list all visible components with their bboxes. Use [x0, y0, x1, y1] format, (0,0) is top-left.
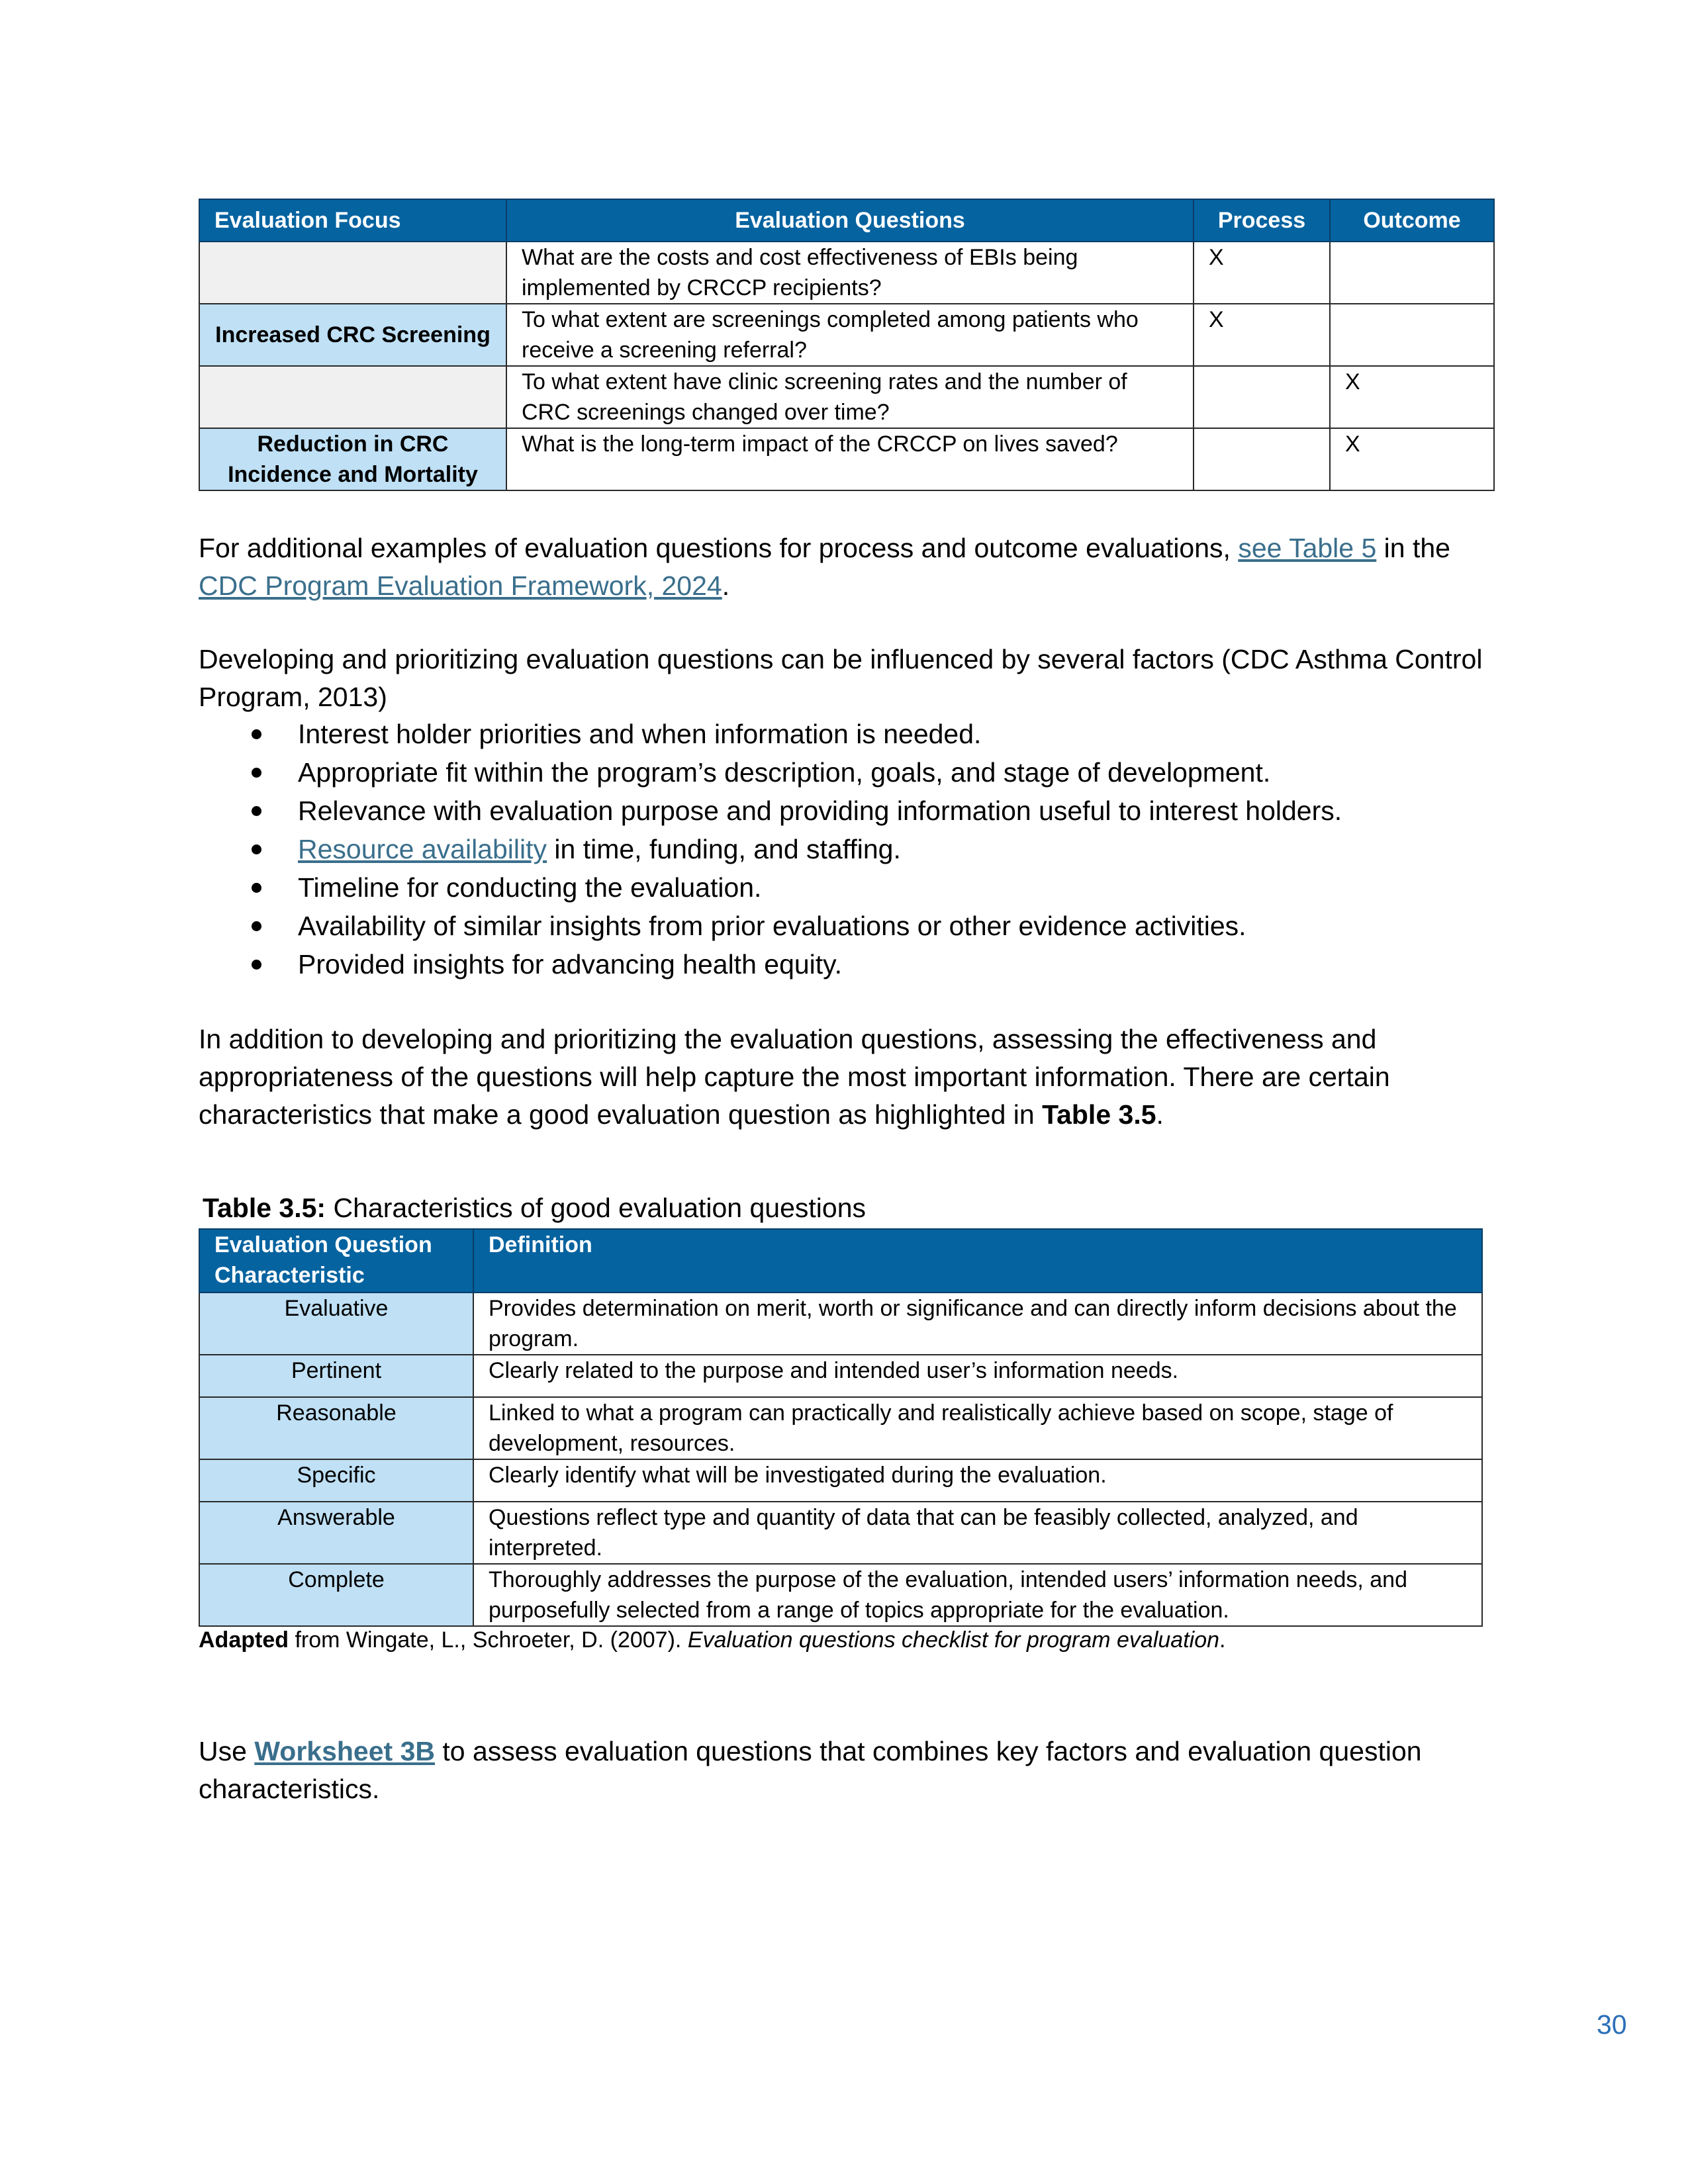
outcome-cell: [1330, 242, 1494, 304]
factors-list: [199, 715, 1496, 983]
source-text: from Wingate, L., Schroeter, D. (2007).: [289, 1627, 688, 1653]
characteristic-cell: Evaluative: [199, 1293, 473, 1355]
process-cell: [1194, 366, 1330, 428]
header-evaluation-questions: Evaluation Questions: [506, 199, 1194, 242]
paragraph-text: .: [722, 570, 730, 601]
list-item-text: Timeline for conducting the evaluation.: [298, 872, 762, 903]
list-item: [199, 715, 1496, 753]
focus-cell: Increased CRC Screening: [199, 304, 506, 366]
list-item-text: Provided insights for advancing health equity.: [298, 949, 843, 979]
table-reference: Table 3.5: [1042, 1099, 1156, 1130]
bullet-icon: [252, 768, 261, 778]
factors-paragraph: Developing and prioritizing evaluation questions can be influenced by several factors (CDC Asthma Control Program, 2013): [199, 644, 1483, 712]
paragraph-text: In addition to developing and prioritizing the evaluation questions, assessing the effectiveness and appropriateness of the questions will help capture the most important information. There are certain characteristics that make a good evaluation question as highlighted in: [199, 1024, 1390, 1130]
list-item: [199, 830, 1496, 868]
characteristics-paragraph: [199, 1021, 1496, 1134]
paragraph-text: to assess evaluation questions that combines key factors and evaluation question characteristics.: [199, 1736, 1422, 1804]
list-item: [199, 868, 1496, 907]
table-header-row: [199, 199, 1494, 242]
list-item: [199, 792, 1496, 830]
table-row: [199, 1397, 1482, 1459]
bullet-icon: [252, 844, 261, 854]
bullet-icon: [252, 960, 261, 970]
definition-cell: Clearly identify what will be investigated during the evaluation.: [473, 1459, 1482, 1502]
paragraph-text: .: [1156, 1099, 1164, 1130]
list-item-text: Relevance with evaluation purpose and providing information useful to interest holders.: [298, 796, 1342, 826]
characteristic-cell: Complete: [199, 1564, 473, 1626]
table-row: [199, 428, 1494, 490]
table-row: [199, 1355, 1482, 1397]
see-table-5-link[interactable]: see Table 5: [1238, 533, 1377, 563]
question-cell: What are the costs and cost effectiveness of EBIs being implemented by CRCCP recipients?: [506, 242, 1194, 304]
header-outcome: Outcome: [1330, 199, 1494, 242]
resource-availability-link[interactable]: Resource availability: [298, 834, 547, 864]
worksheet-3b-link[interactable]: Worksheet 3B: [254, 1736, 435, 1766]
definition-cell: Questions reflect type and quantity of data that can be feasibly collected, analyzed, and interpreted.: [473, 1502, 1482, 1564]
table-header-row: [199, 1229, 1482, 1293]
table-row: [199, 1293, 1482, 1355]
source-label: Adapted: [199, 1627, 289, 1653]
worksheet-paragraph: [199, 1733, 1496, 1808]
evaluation-questions-table: [199, 199, 1495, 491]
header-process: Process: [1194, 199, 1330, 242]
table-caption-label: Table 3.5:: [203, 1193, 326, 1223]
bullet-icon: [252, 729, 261, 739]
table-row: [199, 1459, 1482, 1502]
characteristic-cell: Pertinent: [199, 1355, 473, 1397]
focus-cell: [199, 366, 506, 428]
page-number: 30: [1597, 2009, 1627, 2040]
list-item: [199, 907, 1496, 945]
focus-cell: Reduction in CRC Incidence and Mortality: [199, 428, 506, 490]
cdc-framework-link[interactable]: CDC Program Evaluation Framework, 2024: [199, 570, 722, 601]
list-item: [199, 753, 1496, 792]
table-row: [199, 1502, 1482, 1564]
list-item: [199, 945, 1496, 983]
header-definition: Definition: [473, 1229, 1482, 1293]
bullet-icon: [252, 883, 261, 893]
header-evaluation-focus: Evaluation Focus: [199, 199, 506, 242]
definition-cell: Clearly related to the purpose and intended user’s information needs.: [473, 1355, 1482, 1397]
list-item-text: Interest holder priorities and when information is needed.: [298, 719, 982, 749]
list-item-text: Appropriate fit within the program’s description, goals, and stage of development.: [298, 757, 1271, 788]
process-cell: [1194, 428, 1330, 490]
table-row: [199, 366, 1494, 428]
source-text: .: [1219, 1627, 1226, 1653]
paragraph-text: For additional examples of evaluation questions for process and outcome evaluations,: [199, 533, 1239, 563]
list-item-text: Availability of similar insights from prior evaluations or other evidence activities.: [298, 911, 1246, 941]
definition-cell: Thoroughly addresses the purpose of the evaluation, intended users’ information needs, and purposefully selected from a range of topics appropriate for the evaluation.: [473, 1564, 1482, 1626]
outcome-cell: X: [1330, 366, 1494, 428]
source-title: Evaluation questions checklist for program evaluation: [687, 1627, 1220, 1653]
additional-examples-paragraph: [199, 529, 1496, 605]
paragraph-text: Use: [199, 1736, 255, 1766]
question-cell: What is the long-term impact of the CRCCP on lives saved?: [506, 428, 1194, 490]
characteristic-cell: Specific: [199, 1459, 473, 1502]
table-row: [199, 242, 1494, 304]
definition-cell: Linked to what a program can practically and realistically achieve based on scope, stage of development, resources.: [473, 1397, 1482, 1459]
question-cell: To what extent have clinic screening rates and the number of CRC screenings changed over time?: [506, 366, 1194, 428]
outcome-cell: [1330, 304, 1494, 366]
list-item-text: in time, funding, and staffing.: [547, 834, 901, 864]
outcome-cell: X: [1330, 428, 1494, 490]
process-cell: X: [1194, 242, 1330, 304]
characteristics-table: [199, 1228, 1483, 1627]
table-row: [199, 1564, 1482, 1626]
table-row: [199, 304, 1494, 366]
process-cell: X: [1194, 304, 1330, 366]
table-caption: [203, 1190, 866, 1226]
header-characteristic: Evaluation Question Characteristic: [199, 1229, 473, 1293]
characteristic-cell: Reasonable: [199, 1397, 473, 1459]
paragraph-text: in the: [1376, 533, 1450, 563]
table-caption-text: Characteristics of good evaluation questions: [326, 1193, 867, 1223]
question-cell: To what extent are screenings completed among patients who receive a screening referral?: [506, 304, 1194, 366]
definition-cell: Provides determination on merit, worth or significance and can directly inform decisions about the program.: [473, 1293, 1482, 1355]
characteristic-cell: Answerable: [199, 1502, 473, 1564]
table-source: [199, 1625, 1225, 1655]
bullet-icon: [252, 921, 261, 931]
bullet-icon: [252, 806, 261, 816]
focus-cell: [199, 242, 506, 304]
